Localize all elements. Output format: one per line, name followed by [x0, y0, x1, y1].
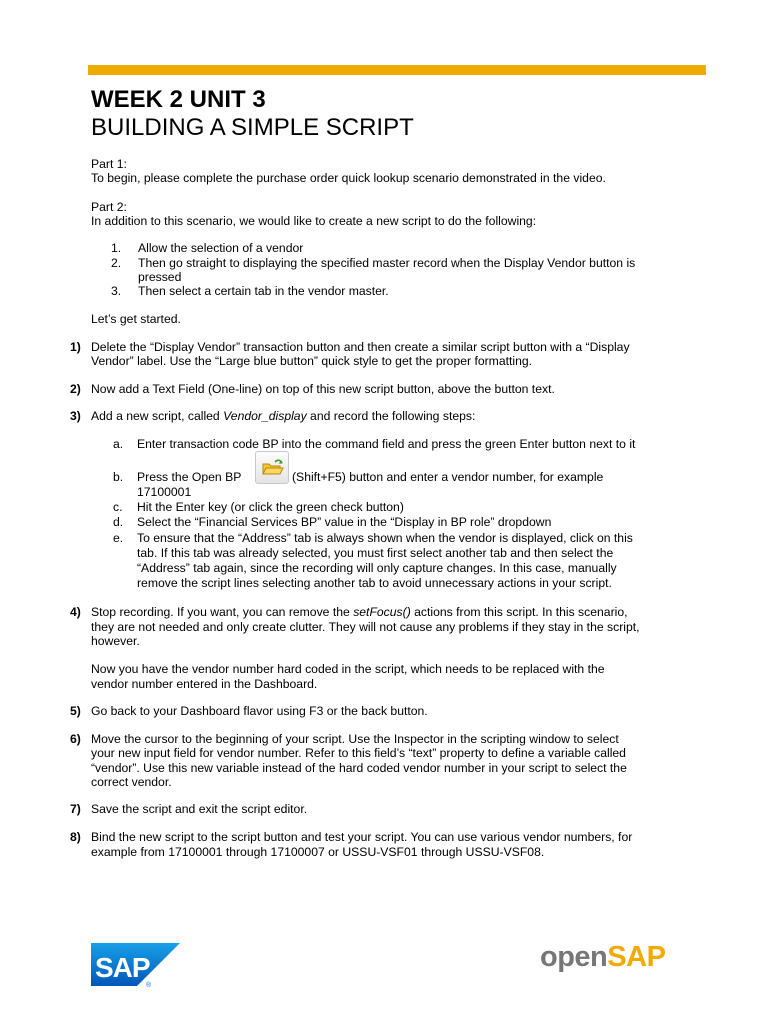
list-item-number: 2.	[111, 256, 122, 270]
step-text	[91, 409, 475, 424]
step-number: 4)	[70, 605, 81, 619]
step-number: 3)	[70, 409, 81, 423]
step-text: Vendor” label. Use the “Large blue button” quick style to get the proper formatting.	[91, 354, 533, 368]
step-number: 7)	[70, 802, 81, 816]
substep-text: Select the “Financial Services BP” value in the “Display in BP role” dropdown	[137, 515, 552, 529]
step-text-part: and record the following steps:	[306, 409, 476, 423]
substep-letter: a.	[113, 437, 124, 451]
substep-text: To ensure that the “Address” tab is always shown when the vendor is displayed, click on this	[137, 531, 633, 545]
step-text: “vendor”. Use this new variable instead of the hard coded vendor number in your script to select the	[91, 761, 627, 775]
substep-text: (Shift+F5) button and enter a vendor number, for example	[292, 470, 604, 484]
part1-label: Part 1:	[91, 157, 127, 171]
list-item: Then go straight to displaying the specified master record when the Display Vendor button is	[138, 256, 636, 270]
step-text: your new input field for vendor number. Refer to this field’s “text” property to define a variable called	[91, 746, 626, 760]
unit-subtitle: BUILDING A SIMPLE SCRIPT	[91, 114, 414, 141]
substep-letter: c.	[113, 500, 123, 514]
list-item-number: 1.	[111, 241, 122, 255]
substep-text: Enter transaction code BP into the command field and press the green Enter button next to it	[137, 437, 636, 451]
step-text: Move the cursor to the beginning of your script. Use the Inspector in the scripting window to select	[91, 732, 619, 746]
substep-letter: e.	[113, 531, 124, 545]
part2-label: Part 2:	[91, 200, 127, 214]
step-paragraph: Now you have the vendor number hard coded in the script, which needs to be replaced with the	[91, 662, 605, 676]
step-text: Now add a Text Field (One-line) on top of this new script button, above the button text.	[91, 382, 555, 396]
step-text: Delete the “Display Vendor” transaction button and then create a similar script button with a “Display	[91, 340, 630, 354]
step-text	[91, 605, 628, 620]
lets-start-text: Let’s get started.	[91, 312, 181, 326]
opensap-logo-sap: SAP	[607, 941, 666, 973]
open-folder-icon	[255, 451, 289, 484]
list-item: Allow the selection of a vendor	[138, 241, 304, 255]
substep-text: remove the script lines selecting another tab to avoid unnecessary actions in your script.	[137, 576, 612, 590]
step-number: 1)	[70, 340, 81, 354]
step-number: 6)	[70, 732, 81, 746]
part2-text: In addition to this scenario, we would like to create a new script to do the following:	[91, 214, 537, 228]
step-text: they are not needed and only create clutter. They will not cause any problems if they stay in the script,	[91, 620, 640, 634]
step-text-part: Stop recording. If you want, you can remove the	[91, 605, 354, 619]
list-item: Then select a certain tab in the vendor master.	[138, 284, 389, 298]
step-paragraph: vendor number entered in the Dashboard.	[91, 677, 318, 691]
method-name: setFocus()	[353, 605, 411, 619]
week-unit-title: WEEK 2 UNIT 3	[91, 86, 266, 113]
sap-logo-text: SAP	[95, 952, 150, 983]
substep-letter: d.	[113, 515, 124, 529]
step-text-part: actions from this script. In this scenario,	[410, 605, 628, 619]
substep-text: Hit the Enter key (or click the green check button)	[137, 500, 404, 514]
step-text: correct vendor.	[91, 775, 172, 789]
step-text-part: Add a new script, called	[91, 409, 224, 423]
list-item-continued: pressed	[138, 270, 182, 284]
sap-logo	[91, 941, 183, 992]
substep-text: tab. If this tab was already selected, you must first select another tab and then select the	[137, 546, 614, 560]
header-accent-bar	[88, 65, 706, 75]
step-number: 8)	[70, 830, 81, 844]
part1-text: To begin, please complete the purchase order quick lookup scenario demonstrated in the video.	[91, 171, 606, 185]
script-name: Vendor_display	[223, 409, 307, 423]
step-text: Bind the new script to the script button and test your script. You can use various vendor numbers, for	[91, 830, 633, 844]
opensap-logo-open: open	[540, 941, 608, 973]
step-text: Save the script and exit the script editor.	[91, 802, 308, 816]
step-text: example from 17100001 through 17100007 or USSU-VSF01 through USSU-VSF08.	[91, 845, 545, 859]
opensap-logo	[540, 939, 665, 975]
step-text: Go back to your Dashboard flavor using F3 or the back button.	[91, 704, 428, 718]
substep-text: “Address” tab again, since the recording will only capture changes. In this case, manually	[137, 561, 617, 575]
step-number: 2)	[70, 382, 81, 396]
step-number: 5)	[70, 704, 81, 718]
step-text: however.	[91, 634, 140, 648]
substep-letter: b.	[113, 470, 124, 484]
registered-mark: ®	[146, 982, 152, 989]
list-item-number: 3.	[111, 284, 122, 298]
substep-text: Press the Open BP	[137, 470, 242, 484]
substep-text: 17100001	[137, 485, 192, 499]
